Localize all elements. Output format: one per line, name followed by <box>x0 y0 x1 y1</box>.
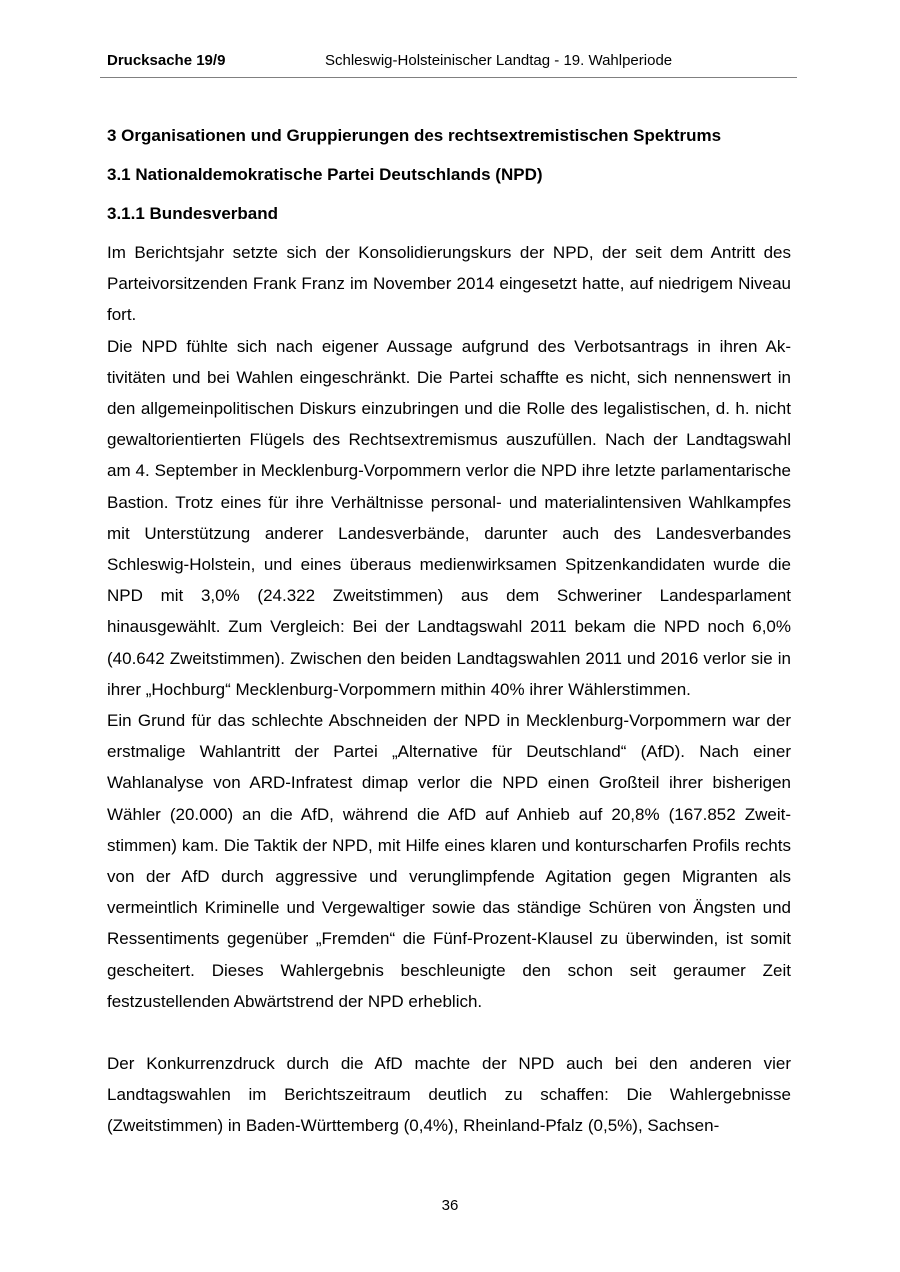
subsection-heading: 3.1 Nationaldemokratische Partei Deutschlands (NPD) <box>107 165 543 184</box>
section-heading: 3 Organisationen und Gruppierungen des rechtsextremistischen Spektrums <box>107 126 722 145</box>
header-title: Schleswig-Holsteinischer Landtag - 19. Wahlperiode <box>325 52 673 69</box>
page-number: 36 <box>441 1197 459 1214</box>
body-text <box>107 237 791 1142</box>
header-rule <box>100 77 797 78</box>
paragraph: Der Konkurrenzdruck durch die AfD machte der NPD auch bei den anderen vier Landtagswahlen im Berichtszeitraum deutlich zu schaffen: Die Wahlergebnisse (Zweitstimmen) in Baden-Württemberg (0,4%), Rheinland-Pfalz (0,5%), Sachsen- <box>107 1054 791 1136</box>
paragraph: Im Berichtsjahr setzte sich der Konsolidierungskurs der NPD, der seit dem Antritt des Parteivorsitzenden Frank Franz im November 2014 eingesetzt hatte, auf niedrigem Niveau fort. <box>107 243 791 325</box>
subsubsection-heading: 3.1.1 Bundesverband <box>107 204 279 223</box>
paragraph: Die NPD fühlte sich nach eigener Aussage aufgrund des Verbotsantrags in ihren Aktivitäten und bei Wahlen eingeschränkt. Die Partei schaffte es nicht, sich nennenswert in den allgemeinpolitischen Diskurs einzubringen und die Rolle des legalistischen, d. h. nicht gewaltorientierten Flügels des Rechtsextremismus auszufüllen. Nach der Landtagswahl am 4. September in Mecklenburg-Vorpommern verlor die NPD ihre letzte parlamentarische Bastion. Trotz eines für ihre Verhältnisse personal- und materialintensiven Wahlkampfes mit Unterstützung anderer Landesverbände, darunter auch des Landesverbandes Schleswig-Holstein, und eines überaus medienwirksamen Spitzenkandidaten wurde die NPD mit 3,0% (24.322 Zweitstimmen) aus dem Schweriner Landesparlament hinausgewählt. Zum Vergleich: Bei der Landtagswahl 2011 bekam die NPD noch 6,0% (40.642 Zweitstimmen). Zwischen den beiden Landtagswahlen 2011 und 2016 verlor sie in ihrer „Hochburg“ Mecklenburg-Vorpommern mithin 40% ihrer Wählerstimmen. <box>107 336 791 699</box>
drucksache-number: Drucksache 19/9 <box>107 52 226 69</box>
page-header <box>107 52 797 72</box>
paragraph: Ein Grund für das schlechte Abschneiden der NPD in Mecklenburg-Vorpommern war der erstmalige Wahlantritt der Partei „Alternative für Deutschland“ (AfD). Nach einer Wahlanalyse von ARD-Infratest dimap verlor die NPD einen Großteil ihrer bisherigen Wähler (20.000) an die AfD, während die AfD auf Anhieb auf 20,8% (167.852 Zweitstimmen) kam. Die Taktik der NPD, mit Hilfe eines klaren und konturscharfen Profils rechts von der AfD durch aggressive und verunglimpfende Agitation gegen Migranten als vermeintlich Kriminelle und Vergewaltiger sowie das ständige Schüren von Ängsten und Ressentiments gegenüber „Fremden“ die Fünf-Prozent-Klausel zu überwinden, ist somit gescheitert. Dieses Wahlergebnis beschleunigte den schon seit geraumer Zeit festzustellenden Abwärtstrend der NPD erheblich. <box>107 711 791 1011</box>
